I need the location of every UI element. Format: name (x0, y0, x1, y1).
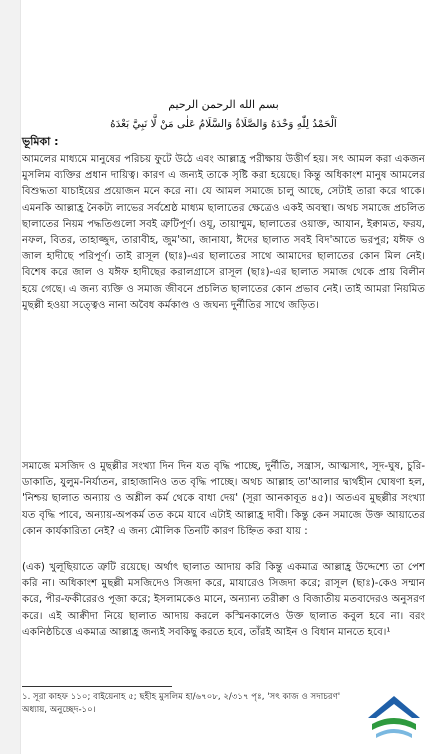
footnote: ১. সূরা কাহফ ১১০; বাইয়েনাহ ৫; ছহীহ মুসলিম হা/৬৭০৮, ২/৩১৭ পৃঃ, 'সৎ কাজ ও সদাচরণ' অধ্যায়, অনুচ্ছেদ-১০। (22, 692, 341, 715)
paragraph-2: সমাজে মসজিদ ও মুছল্লীর সংখ্যা দিন দিন যত বৃদ্ধি পাচ্ছে, দুর্নীতি, সন্ত্রাস, আত্মসাৎ, সূদ-ঘুষ, চুরি-ডাকাতি, যুলুম-নির্যাতন, রাহাজানিও তত বৃদ্ধি পাচ্ছে। অথচ আল্লাহ তা'আলার দ্ব্যর্থহীন ঘোষণা হল, 'নিশ্চয় ছালাত অন্যায় ও অশ্লীল কর্ম থেকে বাধা দেয়' (সূরা আনকাবূত ৪৫)। অতএব মুছল্লীর সংখ্যা যত বৃদ্ধি পাবে, অন্যায়-অপকর্ম তত কমে যাবে এটাই আল্লাহ্র দাবী। কিন্তু কেন সমাজে উক্ত আয়াতের কোন কার্যকারিতা নেই? এ জন্য মৌলিক তিনটি কারণ চিহ্নিত করা যায় : (22, 461, 425, 537)
paragraph-3: (এক) খুলূছিয়াতে ত্রুটি রয়েছে। অর্থাৎ ছালাত আদায় করি কিন্তু একমাত্র আল্লাহ্র উদ্দেশ্যে তা পেশ করি না। অধিকাংশ মুছল্লী মসজিদেও সিজদা করে, মাযারেও সিজদা করে; রাসূল (ছাঃ)-কেও সম্মান করে, পীর-ফকীরেরও পূজা করে; ইসলামকেও মানে, অন্যান্য তরীক্বা ও বিজাতীয় মতবাদেরও অনুসরণ করে। এই আক্বীদা নিয়ে ছালাত আদায় করলে কস্মিনকালেও উক্ত ছালাত কবুল হবে না। বরং একনিষ্ঠচিত্তে একমাত্র আল্লাহ্র জন্যই সবকিছু করতে হবে, তাঁরই আইন ও বিধান মানতে হবে।¹ (22, 562, 425, 638)
footnote-divider (22, 686, 172, 687)
paragraph-1: আমলের মাধ্যমে মানুষের পরিচয় ফুটে উঠে এবং আল্লাহ্র পরীক্ষায় উত্তীর্ণ হয়। সৎ আমল করা একজন মুসলিম ব্যক্তির প্রধান দায়িত্ব। কারণ এ জন্যই তাকে সৃষ্টি করা হয়েছে। কিন্তু অধিকাংশ মানুষ আমলের বিশুদ্ধতা যাচাইয়ের প্রয়োজন মনে করে না। যে আমল সমাজে চালু আছে, সেটাই তারা করে থাকে। এমনকি আল্লাহ্র নৈকট্য লাভের সর্বশ্রেষ্ঠ মাধ্যম ছালাতের ক্ষেত্রেও একই অবস্থা। অথচ সমাজে প্রচলিত ছালাতের নিয়ম পদ্ধতিগুলো সবই ত্রুটিপূর্ণ। ওযূ, তায়াম্মুম, ছালাতের ওয়াক্ত, আযান, ইক্বামত, ফরয, নফল, বিতর, তাহাজ্জুদ, তারাবীহ, জুম'আ, জানাযা, ঈদের ছালাত সবই বিদ'আতে ভরপুর; যঈফ ও জাল হাদীছে পরিপূর্ণ। তাই রাসূল (ছাঃ)-এর ছালাতের সাথে আমাদের ছালাতের কোন মিল নেই। বিশেষ করে জাল ও যঈফ হাদীছের করালগ্রাসে রাসূল (ছাঃ)-এর ছালাত সমাজ থেকে প্রায় বিলীন হয়ে গেছে। এ জন্য ব্যক্তি ও সমাজ জীবনে প্রচলিত ছালাতের কোন প্রভাব নেই। তাই আমরা নিয়মিত মুছল্লী হওয়া সত্ত্বেও নানা অবৈধ কর্মকাণ্ড ও জঘন্য দুর্নীতির সাথে জড়িত। (22, 154, 425, 311)
hamdala: اَلْحَمْدُ لِلّٰهِ وَحْدَهُ وَالصَّلَاةُ وَالسَّلَامُ عَلٰى مَنْ لَّا نَبِيَّ بَعْدَهُ (110, 118, 337, 130)
publisher-logo-icon (362, 690, 426, 740)
section-heading: ভূমিকা : (22, 135, 59, 148)
bismillah: بسم الله الرحمن الرحيم (168, 98, 279, 111)
adjacent-page-edge (0, 0, 21, 754)
